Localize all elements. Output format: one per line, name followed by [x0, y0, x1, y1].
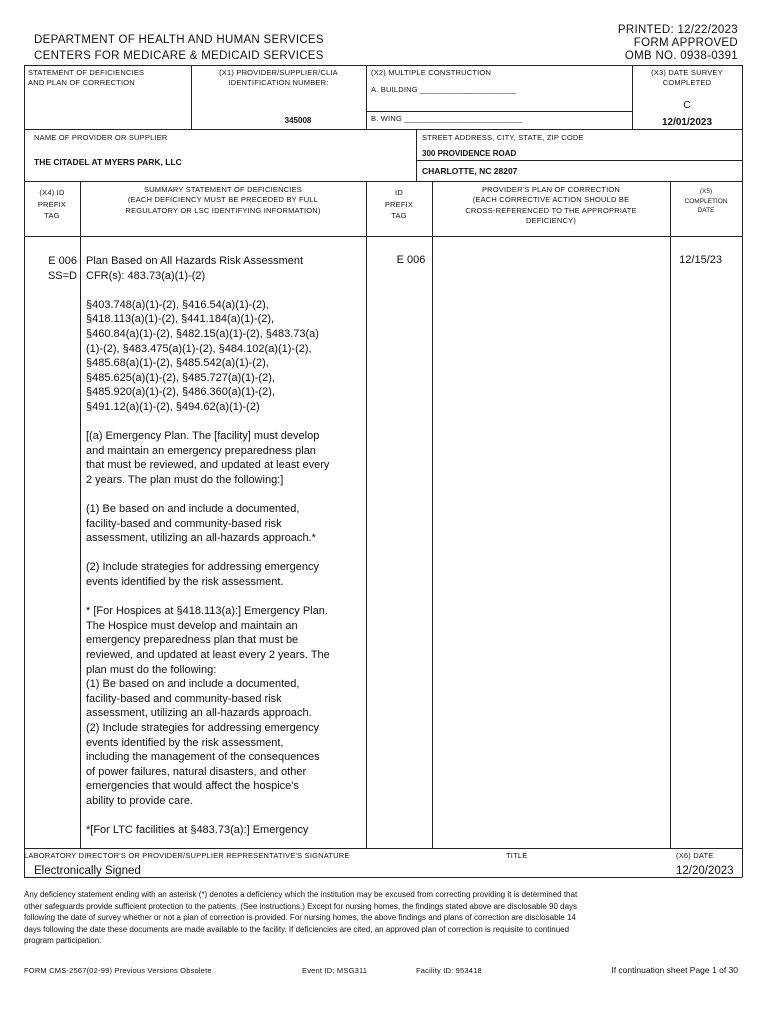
x2-label: (X2) MULTIPLE CONSTRUCTION: [371, 68, 492, 77]
disclosure-footnote: Any deficiency statement ending with an asterisk (*) denotes a deficiency which the institution may be excused from correcting providing it is determined that other safeguards provide sufficient protection to the patients. (See instructions.) Except for nursing homes, the findings stated above are disclosable 90 days following the date of survey whether or not a plan of correction is provided. For nursing homes, the above findings and plans of correction are disclosable 14 days following the date these documents are made available to the facility. If deficiencies are cited, an approved plan of correction is requisite to continued program participation.: [24, 890, 578, 946]
x1-label: (X1) PROVIDER/SUPPLIER/CLIA IDENTIFICATION NUMBER:: [219, 68, 338, 87]
survey-code: C: [683, 100, 691, 111]
signature-label: LABORATORY DIRECTOR'S OR PROVIDER/SUPPLIER REPRESENTATIVE'S SIGNATURE: [24, 851, 350, 860]
title-label: TITLE: [506, 851, 528, 860]
x4-header: (X4) ID PREFIX TAG: [37, 188, 67, 220]
survey-date: 12/01/2023: [661, 117, 713, 128]
city-state-zip: CHARLOTTE, NC 28207: [422, 166, 518, 176]
provider-name: THE CITADEL AT MYERS PARK, LLC: [34, 157, 182, 167]
wing-field: B. WING ___________________________: [371, 114, 523, 123]
address-label: STREET ADDRESS, CITY, STATE, ZIP CODE: [422, 133, 584, 142]
form-number: FORM CMS-2567(02-99) Previous Versions Obsolete: [24, 966, 212, 975]
id-prefix-header: ID PREFIX TAG: [384, 188, 414, 220]
deficiency-text: Plan Based on All Hazards Risk Assessment CFR(s): 483.73(a)(1)-(2) §403.748(a)(1)-(2), §416.54(a)(1)-(2), §418.113(a)(1)-(2), §441.184(a)(1)-(2), §460.84(a)(1)-(2), §482.15(a)(1)-(2), §483.73(a) (1)-(2), §483.475(a)(1)-(2), §484.102(a)(1)-(2), §485.68(a)(1)-(2), §485.542(a)(1)-(2), §485.625(a)(1)-(2), §485.727(a)(1)-(2), §485.920(a)(1)-(2), §486.360(a)(1)-(2), §491.12(a)(1)-(2), §494.62(a)(1)-(2) [(a) Emergency Plan. The [facility] must develop and maintain an emergency preparedness plan that must be reviewed, and updated at least every 2 years. The plan must do the following:] (1) Be based on and include a documented, facility-based and community-based risk assessment, utilizing an all-hazards approach.* (2) Include strategies for addressing emergency events identified by the risk assessment. * [For Hospices at §418.113(a):] Emergency Plan. The Hospice must develop and maintain an emergency preparedness plan that must be reviewed, and updated at least every 2 years. The plan must do the following: (1) Be based on and include a documented, facility-based and community-based risk assessment, utilizing an all-hazards approach. (2) Include strategies for addressing emergency events identified by the risk assessment, including the management of the consequences of power failures, natural disasters, and other emergencies that would affect the hospice's ability to provide care. *[For LTC facilities at §483.73(a):] Emergency: [86, 255, 330, 837]
summary-header: SUMMARY STATEMENT OF DEFICIENCIES (EACH DEFICIENCY MUST BE PRECEDED BY FULL REGULATORY OR LSC IDENTIFYING INFORMATION): [125, 185, 321, 215]
page-continuation: If continuation sheet Page 1 of 30: [611, 965, 738, 975]
printed-date: PRINTED: 12/22/2023: [617, 24, 738, 36]
provider-id-number: 345008: [284, 116, 312, 125]
signature-date-label: (X6) DATE: [676, 851, 714, 860]
building-field: A. BUILDING ______________________: [371, 85, 517, 94]
completion-header: (X5) COMPLETION DATE: [684, 188, 728, 214]
plan-id-tag: E 006: [396, 254, 426, 266]
street-address: 300 PROVIDENCE ROAD: [422, 149, 517, 158]
completion-date: 12/15/23: [679, 254, 722, 266]
department-name: DEPARTMENT OF HEALTH AND HUMAN SERVICES: [34, 34, 324, 46]
x3-label: (X3) DATE SURVEY COMPLETED: [651, 68, 723, 87]
form-approved: FORM APPROVED: [633, 37, 738, 49]
statement-label: STATEMENT OF DEFICIENCIES AND PLAN OF CORRECTION: [28, 68, 145, 87]
centers-name: CENTERS FOR MEDICARE & MEDICAID SERVICES: [34, 50, 324, 62]
deficiency-prefix-tag: E 006 SS=D: [47, 255, 77, 282]
plan-header: PROVIDER'S PLAN OF CORRECTION (EACH CORRECTIVE ACTION SHOULD BE CROSS-REFERENCED TO THE APPROPRIATE DEFICIENCY): [465, 185, 637, 225]
facility-id: Facility ID: 953418: [416, 966, 482, 975]
provider-name-label: NAME OF PROVIDER OR SUPPLIER: [34, 133, 168, 142]
omb-number: OMB NO. 0938-0391: [624, 50, 738, 62]
signature-value: Electronically Signed: [34, 865, 141, 877]
event-id: Event ID: MSG311: [302, 966, 368, 975]
signature-date: 12/20/2023: [676, 865, 734, 877]
